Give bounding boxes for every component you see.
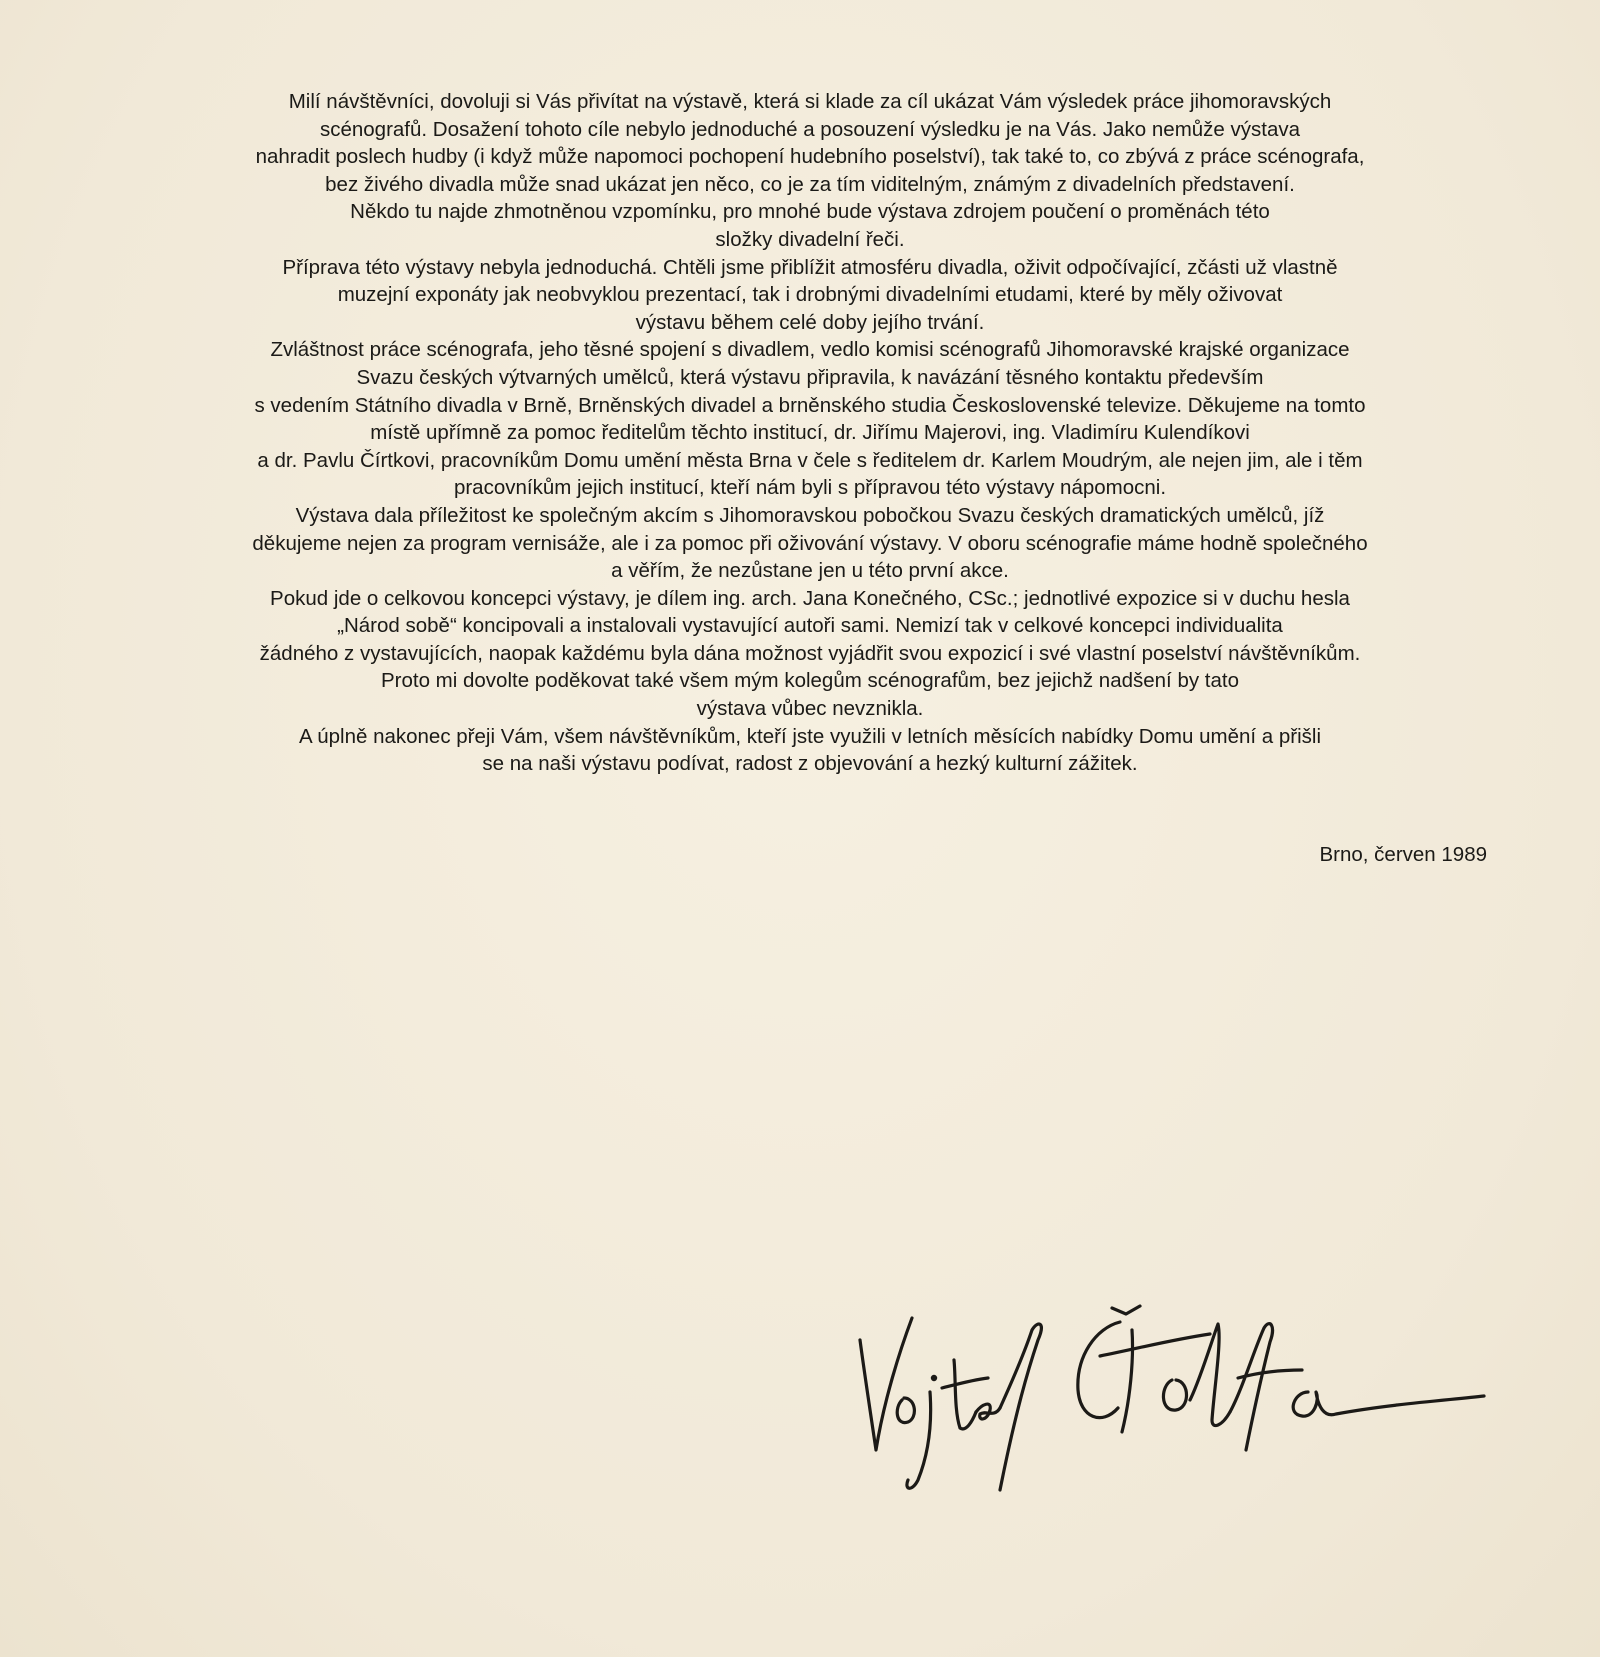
text-line: Milí návštěvníci, dovoluji si Vás přivítat na výstavě, která si klade za cíl ukázat Vám výsledek práce jihomoravských bbox=[288, 90, 1332, 113]
text-line: muzejní exponáty jak neobvyklou prezentací, tak i drobnými divadelními etudami, které by měly oživovat bbox=[337, 283, 1283, 307]
text-line: „Národ sobě“ koncipovali a instalovali vystavující autoři sami. Nemizí tak v celkové koncepci individualita bbox=[337, 614, 1283, 638]
text-line: Proto mi dovolte poděkovat také všem mým kolegům scénografům, bez jejichž nadšení by tato bbox=[380, 669, 1239, 693]
text-line: výstava vůbec nevznikla. bbox=[696, 697, 924, 721]
letter-body bbox=[140, 88, 1480, 778]
text-line: s vedením Státního divadla v Brně, Brněnských divadel a brněnského studia Československé televize. Děkujeme na tomto bbox=[254, 393, 1366, 417]
signature-drawing bbox=[850, 1300, 1490, 1510]
text-line: scénografů. Dosažení tohoto cíle nebylo jednoduché a posouzení výsledku je na Vás. Jako nemůže výstava bbox=[319, 117, 1301, 141]
text-line: místě upřímně za pomoc ředitelům těchto institucí, dr. Jiřímu Majerovi, ing. Vladimíru Kulendíkovi bbox=[370, 421, 1250, 445]
text-line: děkujeme nejen za program vernisáže, ale i za pomoc při oživování výstavy. V oboru scénografie máme hodně společného bbox=[252, 531, 1368, 555]
text-line: Někdo tu najde zhmotněnou vzpomínku, pro mnohé bude výstava zdrojem poučení o proměnách této bbox=[350, 200, 1270, 224]
text-line: se na naši výstavu podívat, radost z objevování a hezký kulturní zážitek. bbox=[482, 752, 1138, 776]
place-date: Brno, červen 1989 bbox=[1319, 843, 1487, 866]
text-line: a dr. Pavlu Čírtkovi, pracovníkům Domu umění města Brna v čele s ředitelem dr. Karlem Moudrým, ale nejen jim, ale i těm bbox=[257, 448, 1363, 472]
text-line: bez živého divadla může snad ukázat jen něco, co je za tím viditelným, známým z divadelních představení. bbox=[325, 172, 1295, 196]
text-line: složky divadelní řeči. bbox=[715, 227, 905, 251]
text-line: nahradit poslech hudby (i když může napomoci pochopení hudebního poselství), tak také to, co zbývá z práce scénografa, bbox=[255, 145, 1365, 169]
text-line: Příprava této výstavy nebyla jednoduchá. Chtěli jsme přiblížit atmosféru divadla, oživit odpočívající, zčásti už vlastně bbox=[282, 255, 1338, 279]
text-line: a věřím, že nezůstane jen u této první akce. bbox=[611, 559, 1009, 583]
text-line: A úplně nakonec přeji Vám, všem návštěvníkům, kteří jste využili v letních měsících nabídky Domu umění a přišli bbox=[298, 724, 1322, 748]
handwritten-signature bbox=[850, 1300, 1490, 1510]
text-line: Svazu českých výtvarných umělců, která výstavu připravila, k navázání těsného kontaktu především bbox=[356, 365, 1264, 389]
text-line: Pokud jde o celkovou koncepci výstavy, je dílem ing. arch. Jana Konečného, CSc.; jednotlivé expozice si v duchu hesla bbox=[270, 586, 1350, 610]
text-line: Zvláštnost práce scénografa, jeho těsné spojení s divadlem, vedlo komisi scénografů Jihomoravské krajské organizace bbox=[270, 338, 1350, 362]
text-line: Výstava dala příležitost ke společným akcím s Jihomoravskou pobočkou Svazu českých dramatických umělců, jíž bbox=[295, 503, 1325, 527]
text-line: žádného z vystavujících, naopak každému byla dána možnost vyjádřit svou expozicí i své vlastní poselství návštěvníkům. bbox=[259, 641, 1361, 665]
text-line: výstavu během celé doby jejího trvání. bbox=[635, 310, 985, 334]
text-line: pracovníkům jejich institucí, kteří nám byli s přípravou této výstavy nápomocni. bbox=[453, 476, 1167, 500]
